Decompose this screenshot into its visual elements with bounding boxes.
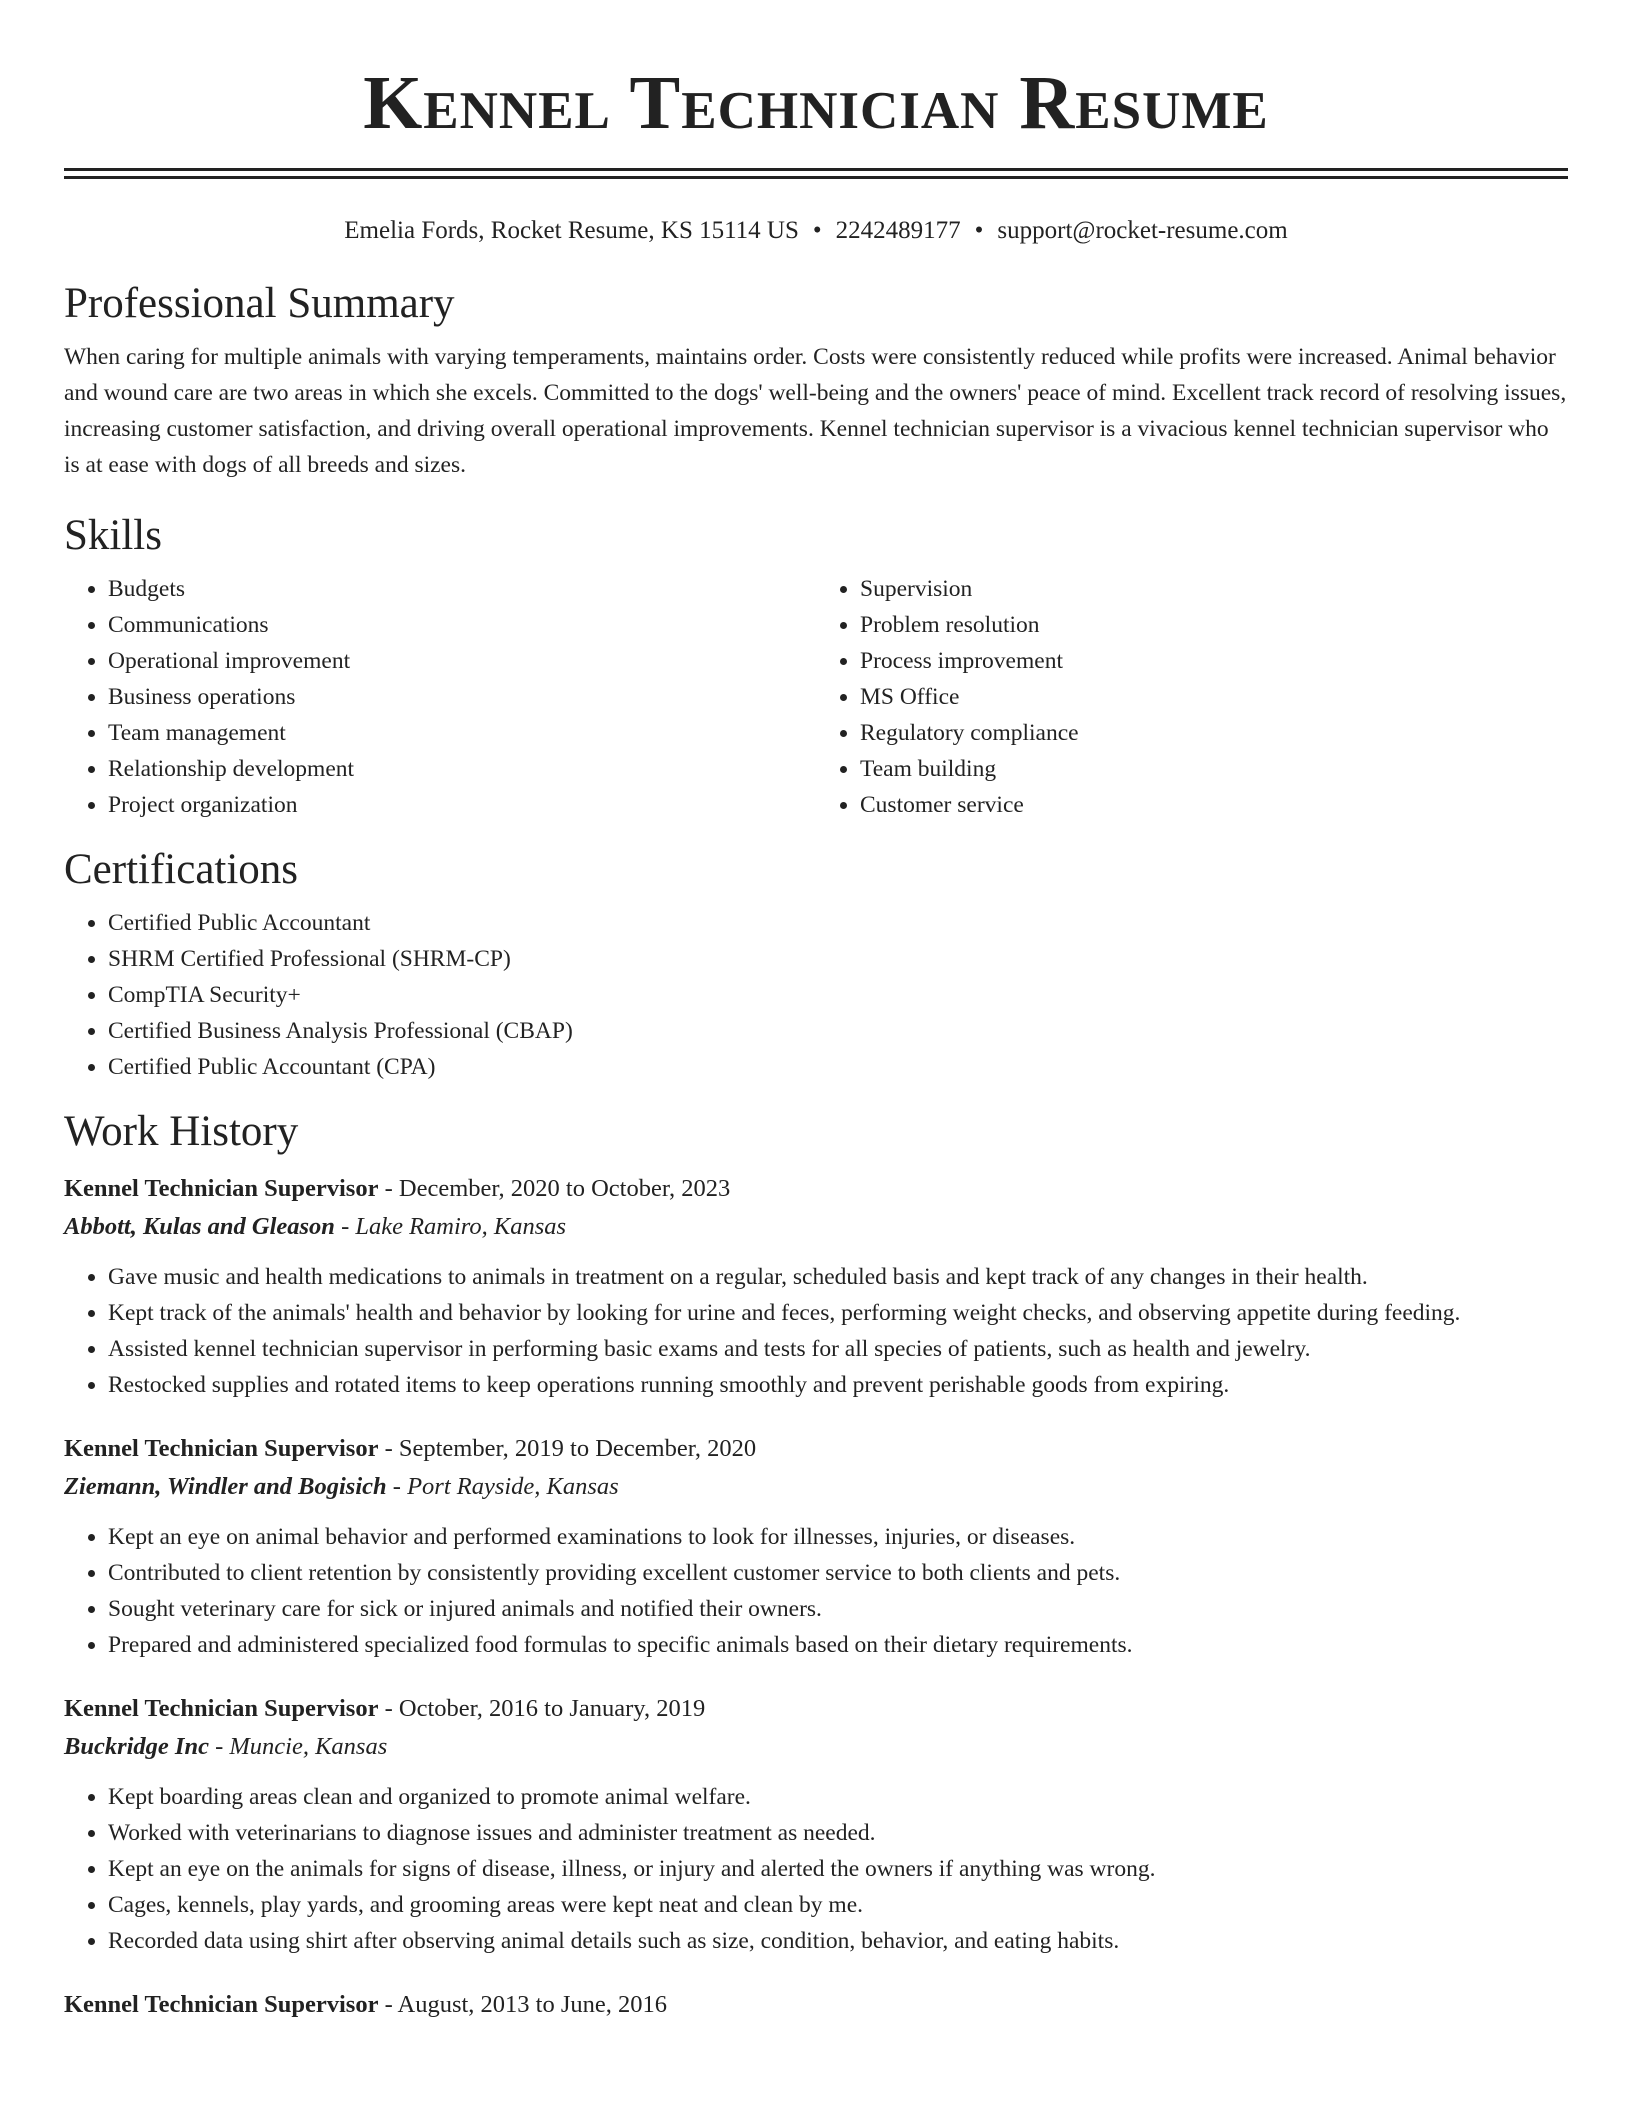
job-location: - Muncie, Kansas bbox=[208, 1733, 388, 1760]
job-company: Buckridge Inc bbox=[64, 1733, 209, 1760]
certifications-list bbox=[64, 905, 1568, 1085]
job-bullets bbox=[64, 1779, 1568, 1959]
job-bullets bbox=[64, 1259, 1568, 1403]
job-title-line bbox=[64, 1987, 1568, 2023]
skill-item: • MS Office bbox=[860, 679, 1568, 715]
skills-columns bbox=[64, 571, 1568, 823]
job-bullet: • Cages, kennels, play yards, and grooming areas were kept neat and clean by me. bbox=[108, 1887, 1568, 1923]
job-title: Kennel Technician Supervisor bbox=[64, 1175, 379, 1202]
skill-item: • Budgets bbox=[108, 571, 816, 607]
skill-item: • Operational improvement bbox=[108, 643, 816, 679]
job-bullet: • Assisted kennel technician supervisor in performing basic exams and tests for all species of patients, such as health and jewelry. bbox=[108, 1331, 1568, 1367]
job-entry bbox=[64, 1987, 1568, 2023]
job-bullet: • Kept an eye on animal behavior and performed examinations to look for illnesses, injuries, or diseases. bbox=[108, 1519, 1568, 1555]
skill-item: • Team building bbox=[860, 751, 1568, 787]
skills-list-left bbox=[64, 571, 816, 823]
job-dates: - September, 2019 to December, 2020 bbox=[378, 1435, 757, 1462]
job-bullet: • Worked with veterinarians to diagnose issues and administer treatment as needed. bbox=[108, 1815, 1568, 1851]
job-title: Kennel Technician Supervisor bbox=[64, 1435, 379, 1462]
title-double-rule bbox=[64, 168, 1568, 179]
job-dates: - December, 2020 to October, 2023 bbox=[378, 1175, 731, 1202]
job-bullet: • Prepared and administered specialized food formulas to specific animals based on their dietary requirements. bbox=[108, 1627, 1568, 1663]
work-history-heading: Work History bbox=[64, 1108, 299, 1155]
job-bullet: • Contributed to client retention by consistently providing excellent customer service to both clients and pets. bbox=[108, 1555, 1568, 1591]
job-company: Abbott, Kulas and Gleason bbox=[64, 1213, 335, 1240]
job-bullet: • Kept boarding areas clean and organized to promote animal welfare. bbox=[108, 1779, 1568, 1815]
certification-item: • CompTIA Security+ bbox=[108, 977, 1568, 1013]
contact-separator: • bbox=[974, 217, 984, 244]
skill-item: • Team management bbox=[108, 715, 816, 751]
skill-item: • Supervision bbox=[860, 571, 1568, 607]
contact-separator: • bbox=[812, 217, 822, 244]
contact-line bbox=[64, 215, 1568, 247]
certifications-heading: Certifications bbox=[64, 846, 299, 893]
job-company-line bbox=[64, 1467, 1568, 1507]
job-bullet: • Kept track of the animals' health and behavior by looking for urine and feces, performing weight checks, and observing appetite during feeding. bbox=[108, 1295, 1568, 1331]
certification-item: • Certified Public Accountant (CPA) bbox=[108, 1049, 1568, 1085]
job-bullet: • Kept an eye on the animals for signs of disease, illness, or injury and alerted the owners if anything was wrong. bbox=[108, 1851, 1568, 1887]
summary-heading: Professional Summary bbox=[64, 280, 455, 327]
job-location: - Lake Ramiro, Kansas bbox=[334, 1213, 567, 1240]
certification-item: • SHRM Certified Professional (SHRM-CP) bbox=[108, 941, 1568, 977]
contact-email: support@rocket-resume.com bbox=[997, 217, 1288, 244]
job-bullet: • Gave music and health medications to animals in treatment on a regular, scheduled basis and kept track of any changes in their health. bbox=[108, 1259, 1568, 1295]
job-company-line bbox=[64, 1207, 1568, 1247]
job-entry bbox=[64, 1431, 1568, 1663]
skills-heading: Skills bbox=[64, 512, 162, 559]
job-dates: - October, 2016 to January, 2019 bbox=[378, 1695, 706, 1722]
job-title: Kennel Technician Supervisor bbox=[64, 1695, 379, 1722]
summary-text: When caring for multiple animals with varying temperaments, maintains order. Costs were consistently reduced while profits were increased. Animal behavior and wound care are two areas in which she excels. Committed to the dogs' well-being and the owners' peace of mind. Excellent track record of resolving issues, increasing customer satisfaction, and driving overall operational improvements. Kennel technician supervisor is a vivacious kennel technician supervisor who is at ease with dogs of all breeds and sizes. bbox=[64, 344, 1567, 478]
job-dates: - August, 2013 to June, 2016 bbox=[378, 1991, 668, 2018]
contact-address: Emelia Fords, Rocket Resume, KS 15114 US bbox=[344, 217, 799, 244]
skill-item: • Business operations bbox=[108, 679, 816, 715]
job-company-line bbox=[64, 1727, 1568, 1767]
skill-item: • Regulatory compliance bbox=[860, 715, 1568, 751]
job-bullets bbox=[64, 1519, 1568, 1663]
job-bullet: • Restocked supplies and rotated items to keep operations running smoothly and prevent perishable goods from expiring. bbox=[108, 1367, 1568, 1403]
skill-item: • Relationship development bbox=[108, 751, 816, 787]
skill-item: • Process improvement bbox=[860, 643, 1568, 679]
skill-item: • Problem resolution bbox=[860, 607, 1568, 643]
job-entry bbox=[64, 1171, 1568, 1403]
skills-list-right bbox=[816, 571, 1568, 823]
certification-item: • Certified Public Accountant bbox=[108, 905, 1568, 941]
job-title-line bbox=[64, 1691, 1568, 1727]
skill-item: • Communications bbox=[108, 607, 816, 643]
certification-item: • Certified Business Analysis Professional (CBAP) bbox=[108, 1013, 1568, 1049]
job-company: Ziemann, Windler and Bogisich bbox=[64, 1473, 387, 1500]
skill-item: • Project organization bbox=[108, 787, 816, 823]
skill-item: • Customer service bbox=[860, 787, 1568, 823]
job-title-line bbox=[64, 1431, 1568, 1467]
job-entry bbox=[64, 1691, 1568, 1959]
contact-phone: 2242489177 bbox=[835, 217, 961, 244]
job-location: - Port Rayside, Kansas bbox=[386, 1473, 619, 1500]
job-title: Kennel Technician Supervisor bbox=[64, 1991, 379, 2018]
job-title-line bbox=[64, 1171, 1568, 1207]
title-rule-line bbox=[64, 176, 1568, 179]
job-bullet: • Sought veterinary care for sick or injured animals and notified their owners. bbox=[108, 1591, 1568, 1627]
job-bullet: • Recorded data using shirt after observing animal details such as size, condition, behavior, and eating habits. bbox=[108, 1923, 1568, 1959]
resume-title: Kennel Technician Resume bbox=[363, 61, 1269, 145]
